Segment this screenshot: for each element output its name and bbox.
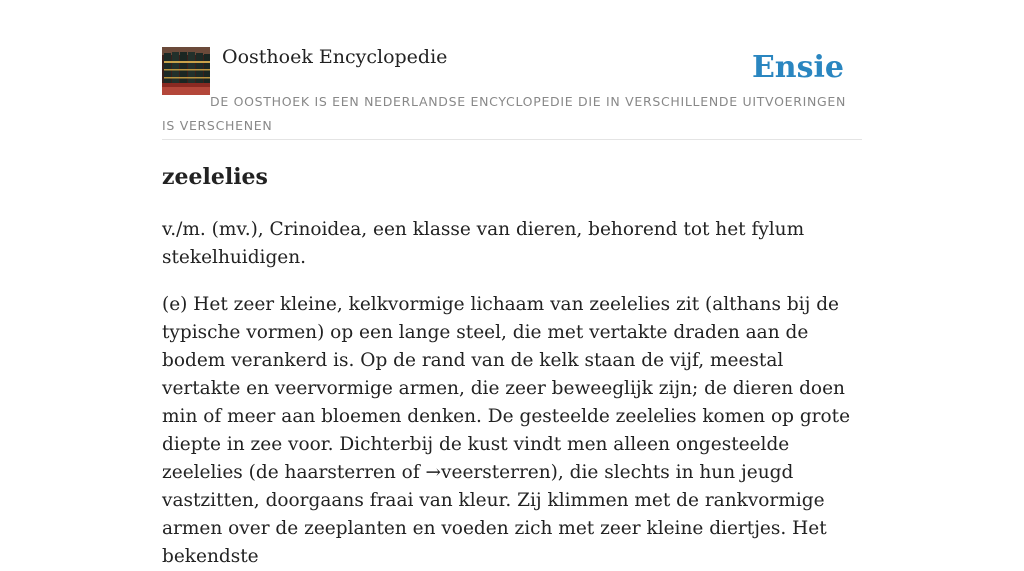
article-paragraph-2 <box>162 291 862 571</box>
article-paragraph-1: v./m. (mv.), Crinoidea, een klasse van dieren, behorend tot het fylum stekelhuidigen. <box>162 219 805 268</box>
encyclopedia-books-avatar-icon[interactable] <box>162 47 210 95</box>
paragraph-text: ), die slechts in hun jeugd vastzitten, doorgaans fraai van kleur. Zij klimmen met de rankvormige armen over de zeeplanten en voeden zich met zeer kleine diertjes. Het bekendste <box>162 462 827 567</box>
paragraph-text: (e) Het zeer kleine, kelkvormige lichaam van zeelelies zit (althans bij de typische vormen) op een lange steel, die met vertakte draden aan de bodem verankerd is. Op de rand van de kelk staan de vijf, meestal vertakte en veervormige armen, die zeer beweeglijk zijn; de dieren doen min of meer aan bloemen denken. De gesteelde zeelelies komen op grote diepte in zee voor. Dichterbij de kust vindt men alleen ongesteelde zeelelies (de haarsterren of <box>162 294 851 483</box>
site-header <box>162 0 862 140</box>
site-tagline: DE OOSTHOEK IS EEN NEDERLANDSE ENCYCLOPEDIE DIE IN VERSCHILLENDE UITVOERINGEN IS VERSCHENEN <box>162 94 847 133</box>
entry-title: zeelelies <box>162 164 268 190</box>
veersterren-link[interactable]: →veersterren <box>425 462 551 483</box>
brand-logo[interactable]: Ensie <box>751 50 844 85</box>
site-title[interactable]: Oosthoek Encyclopedie <box>222 46 448 68</box>
page <box>162 0 862 567</box>
